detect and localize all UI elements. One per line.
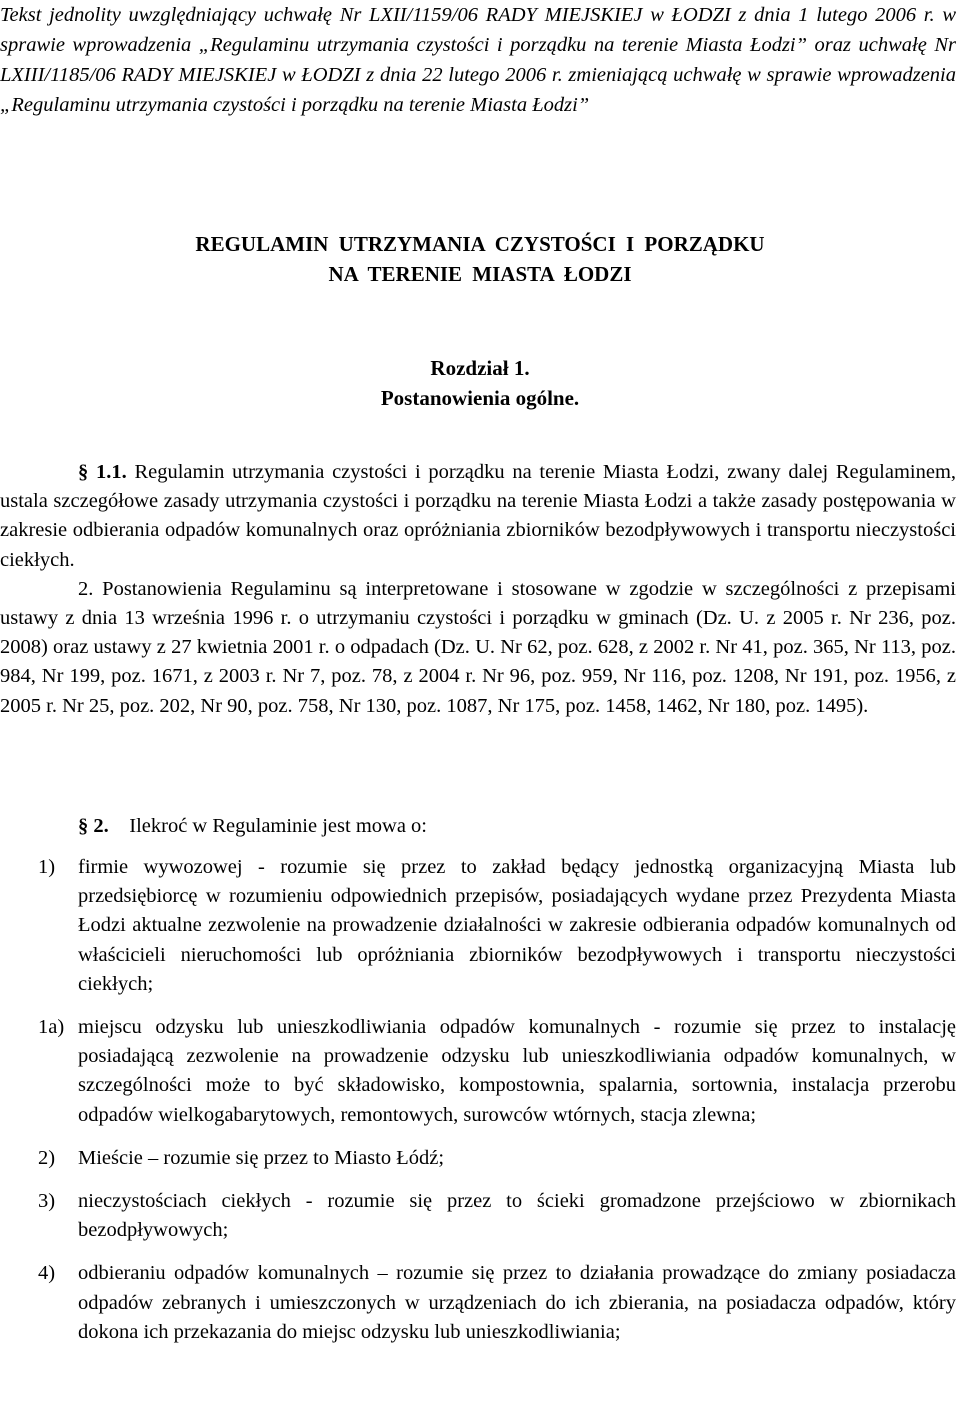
section-2-heading bbox=[0, 812, 956, 841]
section-1-marker: § 1. bbox=[78, 461, 112, 483]
chapter-label: Rozdział 1. bbox=[430, 356, 530, 380]
item-number: 1) bbox=[38, 856, 56, 878]
item-number: 1a) bbox=[38, 1016, 65, 1039]
item-number: 3) bbox=[38, 1190, 56, 1213]
item-number: 2) bbox=[38, 1146, 56, 1169]
definitions-list bbox=[0, 853, 956, 1361]
consolidated-text-note: Tekst jednolity uwzględniający uchwałę Nr LXII/1159/06 RADY MIEJSKIEJ w ŁODZI z dnia 1 lutego 2006 r. w sprawie wprowadzenia „Regulaminu utrzymania czystości i porządku na terenie Miasta Łodzi” oraz uchwałę Nr LXIII/1185/06 RADY MIEJSKIEJ w ŁODZI z dnia 22 lutego 2006 r. zmieniającą uchwałę w sprawie wprowadzenia „Regulaminu utrzymania czystości i porządku na terenie Miasta Łodzi” bbox=[0, 4, 956, 116]
item-number: 4) bbox=[38, 1262, 56, 1285]
list-item bbox=[0, 1259, 956, 1347]
list-item bbox=[0, 1187, 956, 1245]
list-item bbox=[0, 853, 956, 999]
item-text: firmie wywozowej - rozumie się przez to zakład będący jednostką organizacyjną Miasta lub przedsiębiorcę w rozumieniu odpowiednich przepisów, posiadających wydane przez Prezydenta Miasta Łodzi aktualne zezwolenie na prowadzenie działalności w zakresie odbierania odpadów komunalnych od właścicieli nieruchomości lub opróżniania zbiorników bezodpływowych i transportu nieczystości ciekłych; bbox=[78, 856, 956, 995]
item-text: miejscu odzysku lub unieszkodliwiania odpadów komunalnych - rozumie się przez to instalację posiadającą zezwolenie na prowadzenie odzysku lub unieszkodliwiania odpadów komunalnych, w szczególności może to być składowisko, kompostownia, spalarnia, sortownia, instalacja przerobu odpadów wielkogabarytowych, remontowych, surowców wtórnych, stacja zlewna; bbox=[78, 1016, 956, 1126]
section-2-marker: § 2. bbox=[78, 815, 109, 837]
title-line-2: NA TERENIE MIASTA ŁODZI bbox=[328, 262, 632, 286]
list-item bbox=[0, 1144, 956, 1173]
title-line-1: REGULAMIN UTRZYMANIA CZYSTOŚCI I PORZĄDKU bbox=[195, 232, 765, 256]
section-1 bbox=[0, 458, 956, 721]
regulation-title bbox=[0, 229, 960, 289]
chapter-heading bbox=[0, 353, 960, 413]
item-text: odbieraniu odpadów komunalnych – rozumie się przez to działania prowadzące do zmiany posiadacza odpadów zebranych i umieszczonych w urządzeniach do ich zbierania, na posiadacza odpadów, który dokona ich przekazania do miejsc odzysku lub unieszkodliwiania; bbox=[78, 1262, 956, 1343]
paragraph-number: 2. bbox=[78, 577, 94, 600]
section-1-paragraph-1 bbox=[0, 458, 956, 575]
paragraph-number: 1. bbox=[111, 461, 127, 483]
paragraph-text: Postanowienia Regulaminu są interpretowane i stosowane w zgodzie w szczególności z przepisami ustawy z dnia 13 września 1996 r. o utrzymaniu czystości i porządku w gminach (Dz. U. z 2005 r. Nr 236, poz. 2008) oraz ustawy z 27 kwietnia 2001 r. o odpadach (Dz. U. Nr 62, poz. 628, z 2002 r. Nr 41, poz. 365, Nr 113, poz. 984, Nr 199, poz. 1671, z 2003 r. Nr 7, poz. 78, z 2004 r. Nr 96, poz. 959, Nr 116, poz. 1208, Nr 191, poz. 1956, z 2005 r. Nr 25, poz. 202, Nr 90, poz. 758, Nr 130, poz. 1087, Nr 175, poz. 1458, 1462, Nr 180, poz. 1495). bbox=[0, 577, 956, 717]
section-2-lead: Ilekroć w Regulaminie jest mowa o: bbox=[129, 815, 427, 837]
list-item bbox=[0, 1013, 956, 1130]
item-text: Mieście – rozumie się przez to Miasto Łódź; bbox=[78, 1146, 445, 1169]
paragraph-text: Regulamin utrzymania czystości i porządku na terenie Miasta Łodzi, zwany dalej Regulaminem, ustala szczegółowe zasady utrzymania czystości i porządku na terenie Miasta Łodzi a także zasady postępowania w zakresie odbierania odpadów komunalnych oraz opróżniania zbiorników bezodpływowych i transportu nieczystości ciekłych. bbox=[0, 461, 957, 571]
section-1-paragraph-2 bbox=[0, 575, 956, 721]
chapter-name: Postanowienia ogólne. bbox=[380, 386, 580, 410]
item-text: nieczystościach ciekłych - rozumie się przez to ścieki gromadzone przejściowo w zbiornikach bezodpływowych; bbox=[78, 1190, 956, 1242]
